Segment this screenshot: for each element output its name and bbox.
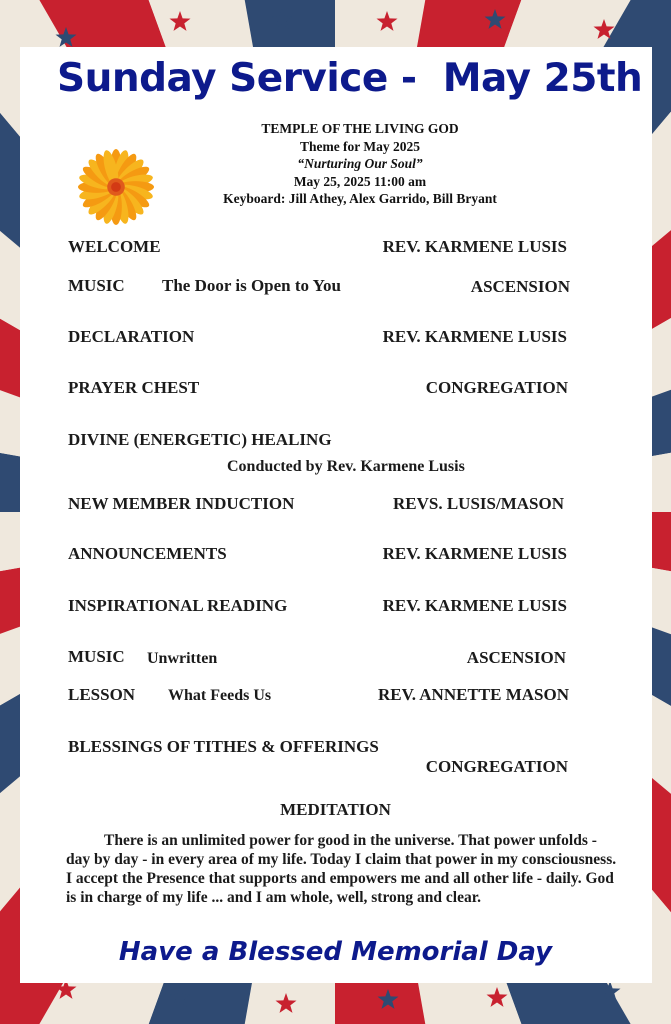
program-item-welcome: WELCOME bbox=[68, 237, 161, 256]
program-item-blessings: BLESSINGS OF TITHES & OFFERINGS bbox=[68, 737, 379, 756]
meditation-text: There is an unlimited power for good in the universe. That power unfolds - day by day - in every area of my life. Today I claim that power in my consciousness. I accept the Presence that supports and empowers me and all other life - daily. God is in charge of my life ... and I am whole, well, strong and clear. bbox=[66, 832, 617, 906]
meditation-heading: MEDITATION bbox=[280, 800, 391, 819]
program-leader-reading: REV. KARMENE LUSIS bbox=[382, 596, 567, 615]
program-leader-music-2: ASCENSION bbox=[466, 648, 566, 667]
program-topic-lesson: What Feeds Us bbox=[168, 687, 272, 704]
program-song-music-2: Unwritten bbox=[147, 650, 218, 667]
church-name: TEMPLE OF THE LIVING GOD bbox=[261, 121, 459, 136]
program-item-healing: DIVINE (ENERGETIC) HEALING bbox=[68, 430, 332, 449]
program-item-reading: INSPIRATIONAL READING bbox=[68, 596, 288, 615]
program-leader-prayer-chest: CONGREGATION bbox=[425, 378, 568, 397]
memorial-day-message: Have a Blessed Memorial Day bbox=[118, 937, 553, 967]
program-leader-welcome: REV. KARMENE LUSIS bbox=[382, 237, 567, 256]
service-datetime: May 25, 2025 11:00 am bbox=[293, 173, 427, 189]
program-item-lesson: LESSON bbox=[68, 685, 136, 704]
program-leader-announcements: REV. KARMENE LUSIS bbox=[382, 544, 567, 563]
theme-label: Theme for May 2025 bbox=[299, 138, 421, 154]
program-leader-declaration: REV. KARMENE LUSIS bbox=[382, 327, 567, 346]
program-item-induction: NEW MEMBER INDUCTION bbox=[68, 494, 295, 513]
program-item-music-2: MUSIC bbox=[68, 647, 125, 666]
page-title: Sunday Service - May 25th bbox=[57, 56, 643, 101]
keyboard-credits: Keyboard: Jill Athey, Alex Garrido, Bill Bryant bbox=[223, 191, 497, 206]
program-item-music-1: MUSIC bbox=[68, 276, 125, 295]
program-leader-music-1: ASCENSION bbox=[470, 277, 570, 296]
program-item-prayer-chest: PRAYER CHEST bbox=[68, 378, 200, 397]
program-item-announcements: ANNOUNCEMENTS bbox=[68, 544, 227, 563]
church-header bbox=[190, 120, 530, 208]
program-item-declaration: DECLARATION bbox=[68, 327, 195, 346]
sun-flower-logo bbox=[77, 148, 155, 226]
program-song-music-1: The Door is Open to You bbox=[162, 276, 341, 295]
theme-title: “Nurturing Our Soul” bbox=[297, 156, 423, 171]
program-leader-induction: REVS. LUSIS/MASON bbox=[393, 494, 564, 513]
program-note-healing: Conducted by Rev. Karmene Lusis bbox=[227, 458, 465, 475]
program-leader-blessings: CONGREGATION bbox=[425, 757, 568, 776]
program-leader-lesson: REV. ANNETTE MASON bbox=[378, 685, 569, 704]
